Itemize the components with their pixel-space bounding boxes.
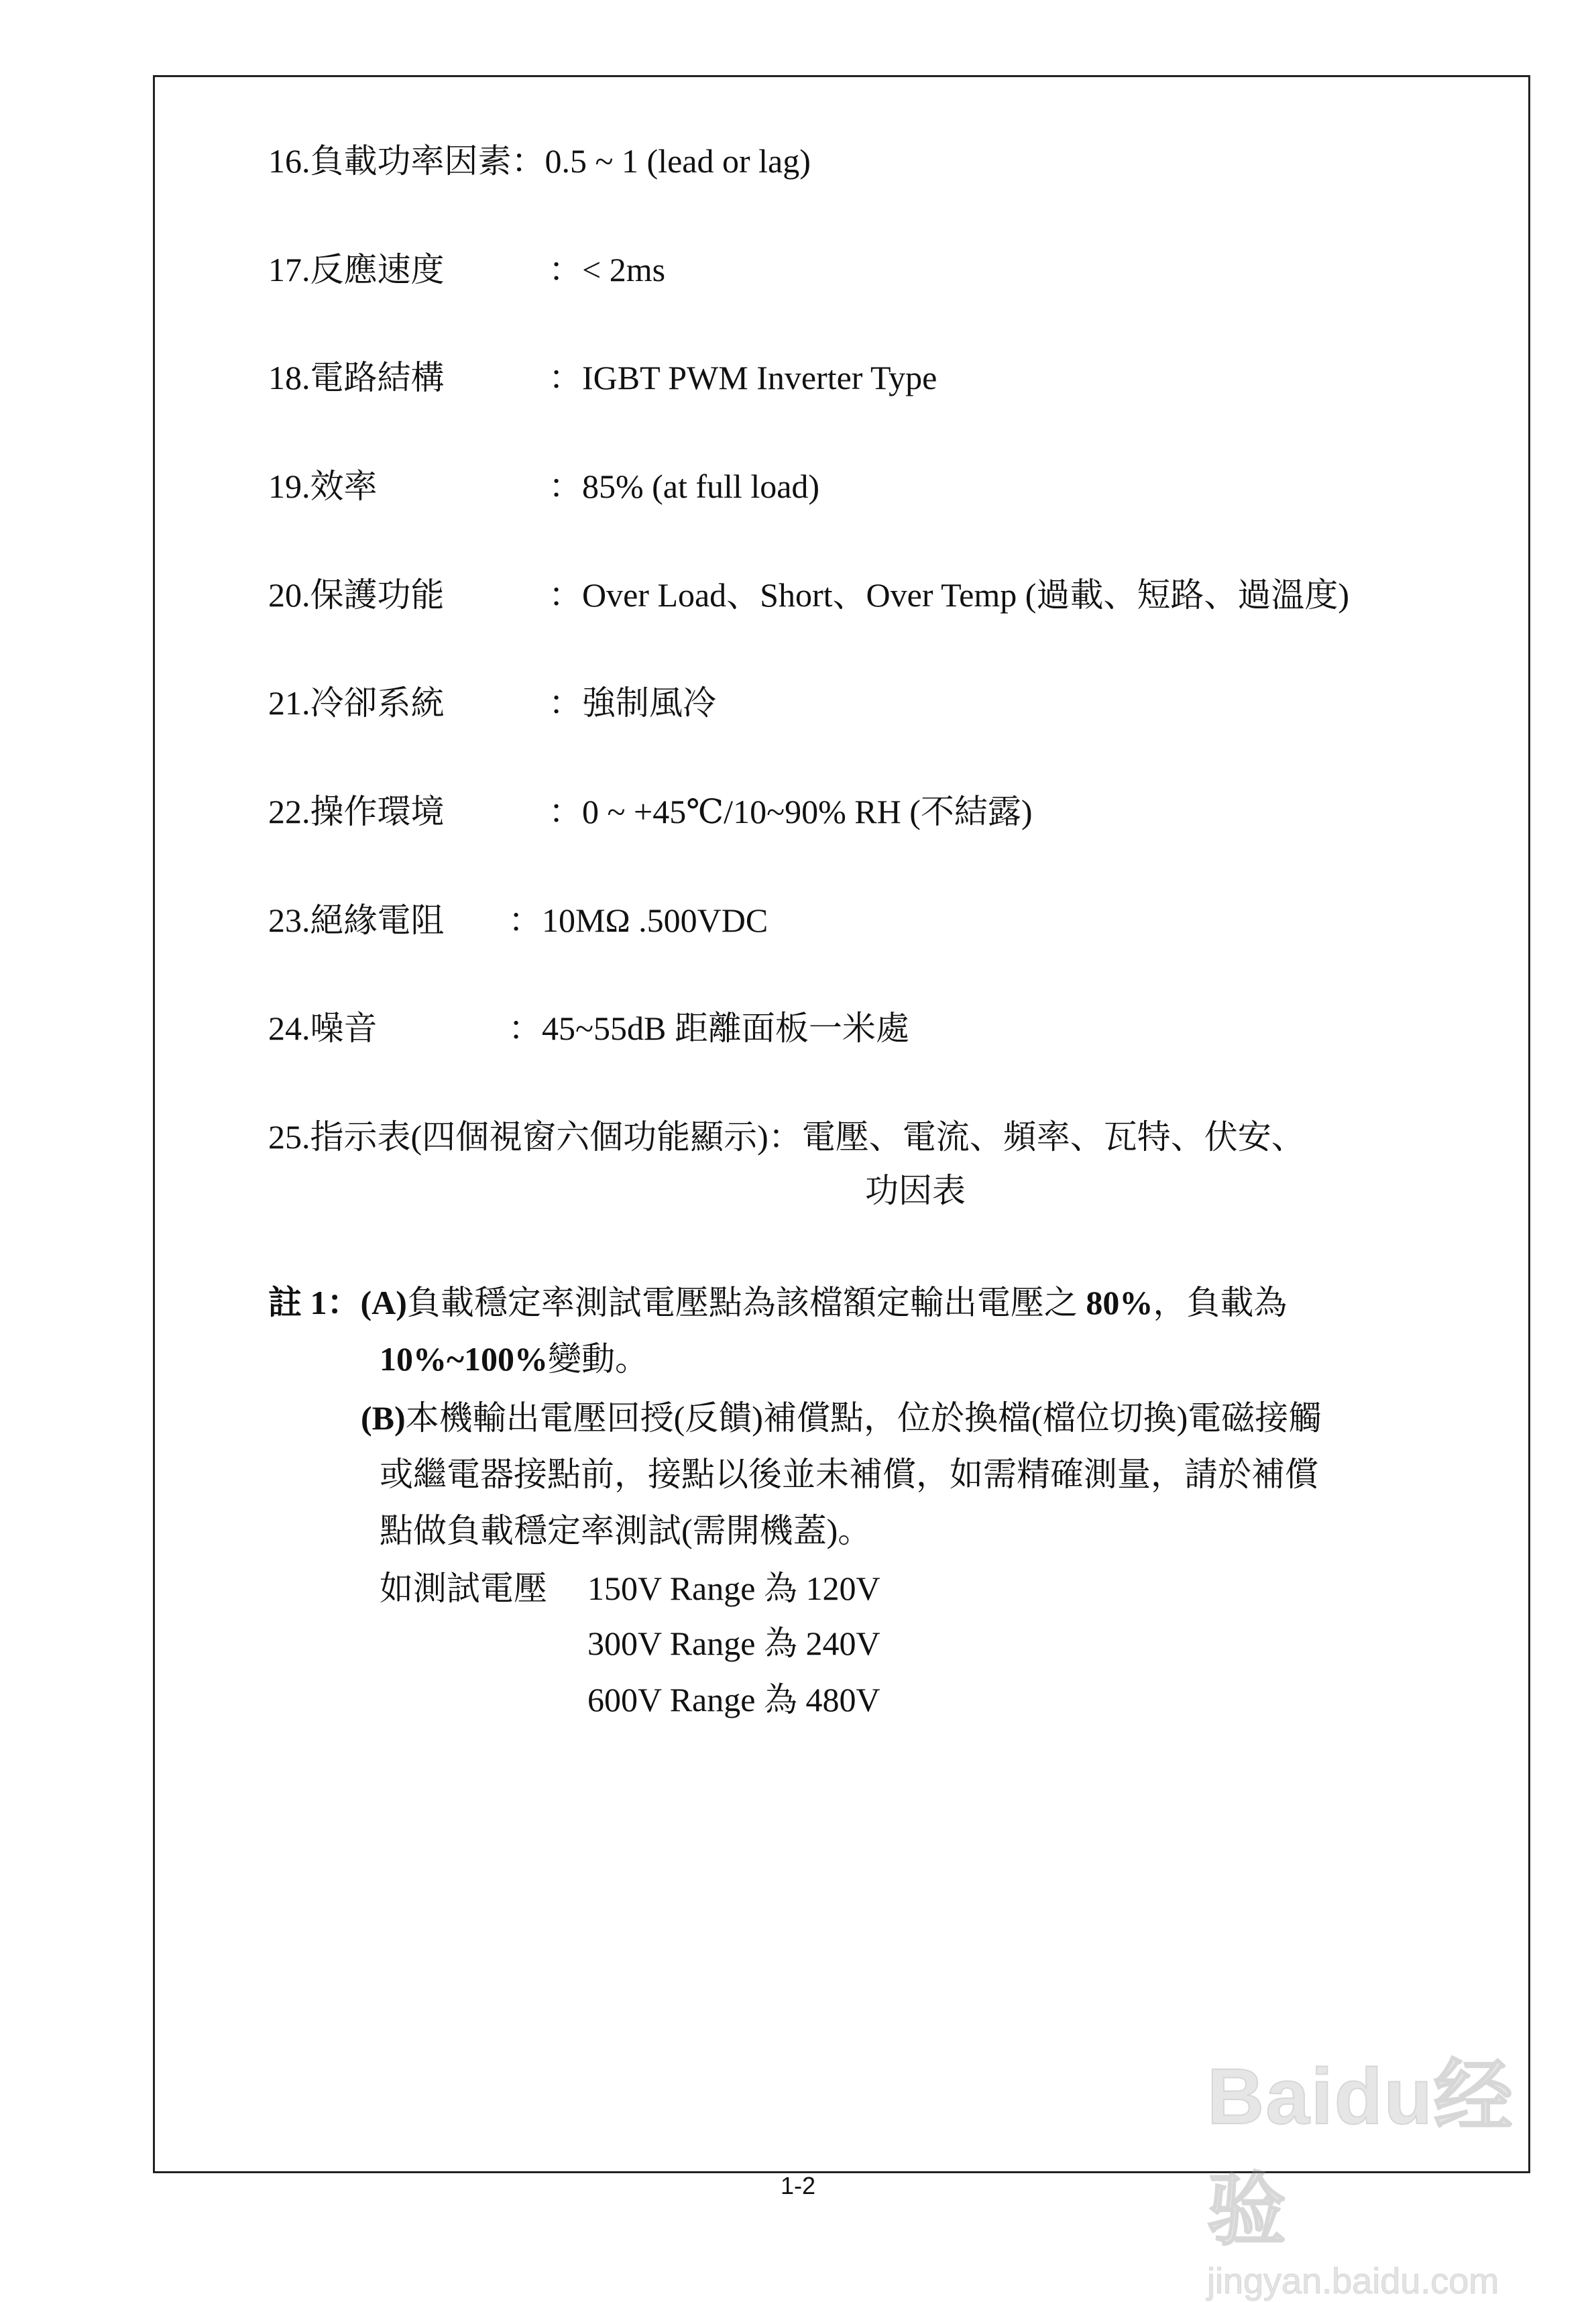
note-b-line-1 bbox=[361, 1398, 1322, 1438]
note-a-text: 變動。 bbox=[548, 1340, 649, 1378]
spec-value-23: ：10MΩ .500VDC bbox=[508, 901, 768, 939]
spec-number: 21. bbox=[268, 684, 310, 722]
note-a-text: 負載穩定率測試電壓點為該檔額定輸出電壓之 bbox=[406, 1284, 1086, 1321]
spec-number: 20. bbox=[268, 576, 310, 614]
spec-item-22 bbox=[268, 791, 445, 832]
spec-item-19 bbox=[268, 466, 378, 506]
spec-label: 指示表(四個視窗六個功能顯示) bbox=[310, 1118, 768, 1156]
note-b-line-3: 點做負載穩定率測試(需開機蓋)。 bbox=[380, 1512, 872, 1549]
spec-item-16 bbox=[268, 141, 811, 181]
spec-item-17 bbox=[268, 250, 445, 290]
spec-number: 17. bbox=[268, 251, 310, 288]
spec-number: 23. bbox=[268, 901, 310, 939]
spec-label: 噪音 bbox=[310, 1009, 378, 1047]
spec-number: 18. bbox=[268, 359, 310, 396]
watermark-brand: Baidu经验 bbox=[1207, 2052, 1514, 2255]
spec-item-24 bbox=[268, 1008, 378, 1048]
spec-item-23 bbox=[268, 900, 445, 940]
spec-number: 16. bbox=[268, 142, 310, 180]
spec-item-21 bbox=[268, 683, 445, 723]
note-a-text: ，負載為 bbox=[1153, 1284, 1288, 1321]
note-b-text: 本機輸出電壓回授(反饋)補償點，位於換檔(檔位切換)電磁接觸 bbox=[405, 1399, 1322, 1437]
spec-value-21: ：強制風冷 bbox=[549, 684, 716, 722]
note-a-percent: 80% bbox=[1086, 1284, 1153, 1321]
spec-value-19: ：85% (at full load) bbox=[549, 468, 820, 505]
spec-value-17: ：< 2ms bbox=[549, 251, 666, 288]
spec-number: 25. bbox=[268, 1118, 310, 1156]
spec-label: 冷卻系統 bbox=[310, 684, 445, 722]
spec-label: 保護功能 bbox=[310, 576, 445, 614]
example-line: 150V Range 為 120V bbox=[587, 1570, 880, 1607]
spec-value-24: ：45~55dB 距離面板一米處 bbox=[508, 1009, 909, 1047]
note-b-line-2: 或繼電器接點前，接點以後並未補償，如需精確測量，請於補償 bbox=[380, 1456, 1318, 1493]
spec-value: ：電壓、電流、頻率、瓦特、伏安、 bbox=[768, 1118, 1305, 1156]
note-a-line-1 bbox=[268, 1282, 1287, 1323]
spec-label: 操作環境 bbox=[310, 793, 445, 830]
spec-number: 24. bbox=[268, 1009, 310, 1047]
note-b-tag: (B) bbox=[361, 1399, 406, 1437]
example-line: 300V Range 為 240V bbox=[587, 1625, 880, 1662]
spec-item-20 bbox=[268, 575, 445, 615]
spec-label: 效率 bbox=[310, 468, 378, 505]
spec-number: 22. bbox=[268, 793, 310, 830]
note-a-tag: (A) bbox=[360, 1284, 407, 1321]
spec-item-25 bbox=[268, 1117, 1305, 1157]
spec-label: 絕緣電阻 bbox=[310, 901, 445, 939]
spec-label: 反應速度 bbox=[310, 251, 445, 288]
spec-item-18 bbox=[268, 358, 445, 398]
spec-value-25-continued: 功因表 bbox=[865, 1172, 966, 1209]
spec-label: 電路結構 bbox=[310, 359, 445, 396]
spec-value: ：0.5 ~ 1 (lead or lag) bbox=[511, 142, 811, 180]
spec-number: 19. bbox=[268, 468, 310, 505]
spec-value-22: ：0 ~ +45℃/10~90% RH (不結露) bbox=[549, 793, 1033, 830]
watermark-url: jingyan.baidu.com bbox=[1207, 2261, 1499, 2301]
example-line: 600V Range 為 480V bbox=[587, 1681, 880, 1718]
spec-label: 負載功率因素 bbox=[310, 142, 512, 180]
note-prefix: 註 1： bbox=[268, 1284, 361, 1321]
note-a-line-2 bbox=[380, 1339, 648, 1379]
page-number: 1-2 bbox=[780, 2172, 816, 2199]
watermark-logo bbox=[1207, 2032, 1556, 2301]
example-label: 如測試電壓 bbox=[380, 1570, 547, 1607]
spec-value-18: ：IGBT PWM Inverter Type bbox=[549, 359, 937, 396]
note-a-range: 10%~100% bbox=[380, 1340, 549, 1378]
spec-value-20: ：Over Load、Short、Over Temp (過載、短路、過溫度) bbox=[549, 576, 1350, 614]
